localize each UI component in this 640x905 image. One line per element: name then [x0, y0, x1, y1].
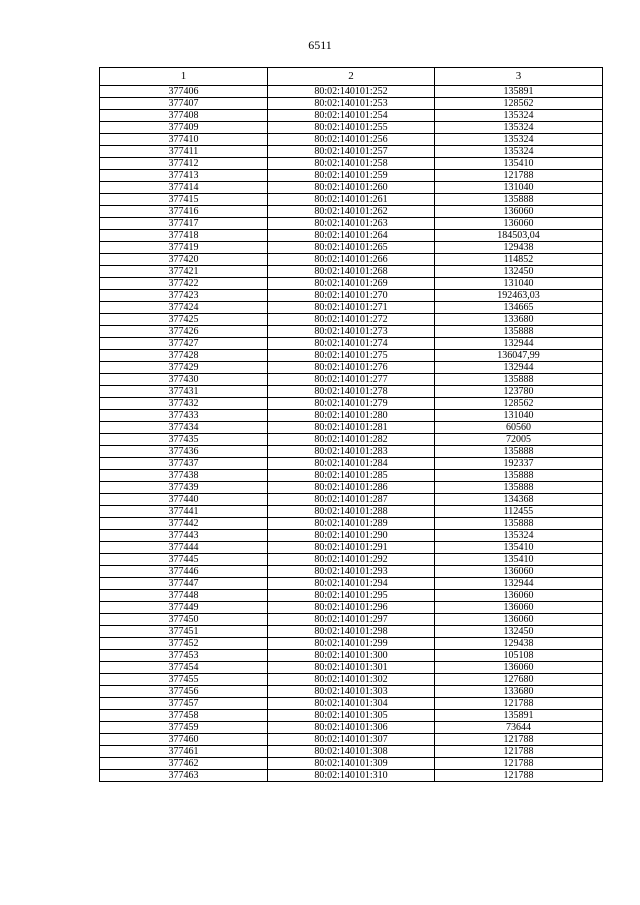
table-row [100, 86, 603, 98]
row-number-cell: 377450 [100, 614, 268, 626]
row-number-cell: 377420 [100, 254, 268, 266]
value-cell: 135324 [435, 134, 603, 146]
page-number: 6511 [308, 38, 332, 52]
value-cell: 135888 [435, 470, 603, 482]
value-cell: 132450 [435, 266, 603, 278]
value-cell: 121788 [435, 734, 603, 746]
row-number-cell: 377444 [100, 542, 268, 554]
value-cell: 131040 [435, 278, 603, 290]
table-row [100, 758, 603, 770]
value-cell: 121788 [435, 758, 603, 770]
row-number-cell: 377435 [100, 434, 268, 446]
row-number-cell: 377462 [100, 758, 268, 770]
table-row [100, 314, 603, 326]
row-number-cell: 377454 [100, 662, 268, 674]
table-row [100, 686, 603, 698]
value-cell: 121788 [435, 170, 603, 182]
row-number-cell: 377415 [100, 194, 268, 206]
row-number-cell: 377461 [100, 746, 268, 758]
cadastral-number-cell: 80:02:140101:292 [268, 554, 435, 566]
row-number-cell: 377459 [100, 722, 268, 734]
value-cell: 135410 [435, 554, 603, 566]
table-row [100, 278, 603, 290]
table-row [100, 410, 603, 422]
cadastral-number-cell: 80:02:140101:308 [268, 746, 435, 758]
cadastral-number-cell: 80:02:140101:260 [268, 182, 435, 194]
row-number-cell: 377427 [100, 338, 268, 350]
table-row [100, 722, 603, 734]
table-row [100, 110, 603, 122]
value-cell: 129438 [435, 638, 603, 650]
value-cell: 136060 [435, 206, 603, 218]
table-row [100, 518, 603, 530]
cadastral-number-cell: 80:02:140101:274 [268, 338, 435, 350]
cadastral-number-cell: 80:02:140101:295 [268, 590, 435, 602]
value-cell: 184503,04 [435, 230, 603, 242]
row-number-cell: 377412 [100, 158, 268, 170]
cadastral-number-cell: 80:02:140101:275 [268, 350, 435, 362]
table-row [100, 422, 603, 434]
table-row [100, 362, 603, 374]
value-cell: 136060 [435, 602, 603, 614]
value-cell: 128562 [435, 98, 603, 110]
value-cell: 72005 [435, 434, 603, 446]
value-cell: 60560 [435, 422, 603, 434]
value-cell: 128562 [435, 398, 603, 410]
table-header [100, 68, 603, 86]
table-row [100, 554, 603, 566]
row-number-cell: 377438 [100, 470, 268, 482]
table-row [100, 230, 603, 242]
table-row [100, 734, 603, 746]
row-number-cell: 377445 [100, 554, 268, 566]
table-row [100, 290, 603, 302]
table-row [100, 446, 603, 458]
row-number-cell: 377434 [100, 422, 268, 434]
table-row [100, 146, 603, 158]
cadastral-number-cell: 80:02:140101:280 [268, 410, 435, 422]
row-number-cell: 377425 [100, 314, 268, 326]
table-row [100, 710, 603, 722]
row-number-cell: 377409 [100, 122, 268, 134]
table-row [100, 242, 603, 254]
table-header-row [100, 68, 603, 86]
cadastral-number-cell: 80:02:140101:279 [268, 398, 435, 410]
cadastral-number-cell: 80:02:140101:253 [268, 98, 435, 110]
value-cell: 192463,03 [435, 290, 603, 302]
table-row [100, 650, 603, 662]
cadastral-number-cell: 80:02:140101:273 [268, 326, 435, 338]
row-number-cell: 377432 [100, 398, 268, 410]
value-cell: 135891 [435, 710, 603, 722]
cadastral-number-cell: 80:02:140101:291 [268, 542, 435, 554]
row-number-cell: 377446 [100, 566, 268, 578]
table-row [100, 266, 603, 278]
table-row [100, 470, 603, 482]
value-cell: 135410 [435, 158, 603, 170]
row-number-cell: 377441 [100, 506, 268, 518]
row-number-cell: 377423 [100, 290, 268, 302]
table-row [100, 254, 603, 266]
row-number-cell: 377437 [100, 458, 268, 470]
cadastral-number-cell: 80:02:140101:277 [268, 374, 435, 386]
row-number-cell: 377407 [100, 98, 268, 110]
cadastral-number-cell: 80:02:140101:310 [268, 770, 435, 782]
value-cell: 132944 [435, 338, 603, 350]
row-number-cell: 377442 [100, 518, 268, 530]
cadastral-number-cell: 80:02:140101:257 [268, 146, 435, 158]
value-cell: 135324 [435, 146, 603, 158]
table-row [100, 662, 603, 674]
table-row [100, 326, 603, 338]
value-cell: 134665 [435, 302, 603, 314]
value-cell: 135888 [435, 446, 603, 458]
row-number-cell: 377436 [100, 446, 268, 458]
value-cell: 136060 [435, 218, 603, 230]
cadastral-number-cell: 80:02:140101:261 [268, 194, 435, 206]
value-cell: 135888 [435, 518, 603, 530]
cadastral-number-cell: 80:02:140101:258 [268, 158, 435, 170]
value-cell: 135324 [435, 530, 603, 542]
value-cell: 134368 [435, 494, 603, 506]
cadastral-number-cell: 80:02:140101:306 [268, 722, 435, 734]
value-cell: 136060 [435, 566, 603, 578]
table-row [100, 170, 603, 182]
cadastral-number-cell: 80:02:140101:299 [268, 638, 435, 650]
table-row [100, 770, 603, 782]
cadastral-number-cell: 80:02:140101:264 [268, 230, 435, 242]
cadastral-number-cell: 80:02:140101:252 [268, 86, 435, 98]
row-number-cell: 377426 [100, 326, 268, 338]
value-cell: 132450 [435, 626, 603, 638]
value-cell: 123780 [435, 386, 603, 398]
cadastral-number-cell: 80:02:140101:298 [268, 626, 435, 638]
table-row [100, 374, 603, 386]
cadastral-number-cell: 80:02:140101:294 [268, 578, 435, 590]
column-header-2: 2 [268, 68, 435, 86]
cadastral-number-cell: 80:02:140101:272 [268, 314, 435, 326]
table-row [100, 602, 603, 614]
row-number-cell: 377443 [100, 530, 268, 542]
table-row [100, 398, 603, 410]
cadastral-number-cell: 80:02:140101:297 [268, 614, 435, 626]
row-number-cell: 377422 [100, 278, 268, 290]
table-row [100, 494, 603, 506]
cadastral-number-cell: 80:02:140101:284 [268, 458, 435, 470]
cadastral-number-cell: 80:02:140101:269 [268, 278, 435, 290]
table-row [100, 206, 603, 218]
row-number-cell: 377451 [100, 626, 268, 638]
table-row [100, 386, 603, 398]
column-header-3: 3 [435, 68, 603, 86]
table-row [100, 638, 603, 650]
table-row [100, 698, 603, 710]
table-row [100, 674, 603, 686]
cadastral-number-cell: 80:02:140101:304 [268, 698, 435, 710]
table-row [100, 338, 603, 350]
cadastral-number-cell: 80:02:140101:303 [268, 686, 435, 698]
cadastral-number-cell: 80:02:140101:309 [268, 758, 435, 770]
row-number-cell: 377416 [100, 206, 268, 218]
cadastral-number-cell: 80:02:140101:268 [268, 266, 435, 278]
value-cell: 121788 [435, 698, 603, 710]
table-body [100, 86, 603, 782]
row-number-cell: 377431 [100, 386, 268, 398]
row-number-cell: 377418 [100, 230, 268, 242]
cadastral-number-cell: 80:02:140101:288 [268, 506, 435, 518]
table-row [100, 302, 603, 314]
cadastral-number-cell: 80:02:140101:271 [268, 302, 435, 314]
table-row [100, 218, 603, 230]
row-number-cell: 377463 [100, 770, 268, 782]
row-number-cell: 377455 [100, 674, 268, 686]
cadastral-number-cell: 80:02:140101:283 [268, 446, 435, 458]
value-cell: 136047,99 [435, 350, 603, 362]
cadastral-number-cell: 80:02:140101:270 [268, 290, 435, 302]
value-cell: 112455 [435, 506, 603, 518]
table-row [100, 182, 603, 194]
table-row [100, 158, 603, 170]
cadastral-number-cell: 80:02:140101:296 [268, 602, 435, 614]
table-row [100, 590, 603, 602]
row-number-cell: 377453 [100, 650, 268, 662]
cadastral-number-cell: 80:02:140101:278 [268, 386, 435, 398]
row-number-cell: 377424 [100, 302, 268, 314]
value-cell: 132944 [435, 362, 603, 374]
row-number-cell: 377430 [100, 374, 268, 386]
table-row [100, 98, 603, 110]
value-cell: 105108 [435, 650, 603, 662]
row-number-cell: 377460 [100, 734, 268, 746]
value-cell: 127680 [435, 674, 603, 686]
row-number-cell: 377429 [100, 362, 268, 374]
cadastral-number-cell: 80:02:140101:263 [268, 218, 435, 230]
cadastral-number-cell: 80:02:140101:289 [268, 518, 435, 530]
cadastral-number-cell: 80:02:140101:293 [268, 566, 435, 578]
value-cell: 136060 [435, 614, 603, 626]
row-number-cell: 377417 [100, 218, 268, 230]
row-number-cell: 377452 [100, 638, 268, 650]
value-cell: 135324 [435, 110, 603, 122]
table-row [100, 578, 603, 590]
table-row [100, 530, 603, 542]
table-row [100, 614, 603, 626]
row-number-cell: 377419 [100, 242, 268, 254]
cadastral-number-cell: 80:02:140101:300 [268, 650, 435, 662]
table-row [100, 506, 603, 518]
cadastral-number-cell: 80:02:140101:266 [268, 254, 435, 266]
value-cell: 121788 [435, 746, 603, 758]
row-number-cell: 377447 [100, 578, 268, 590]
value-cell: 135888 [435, 374, 603, 386]
cadastral-number-cell: 80:02:140101:262 [268, 206, 435, 218]
table-row [100, 434, 603, 446]
table-row [100, 134, 603, 146]
row-number-cell: 377449 [100, 602, 268, 614]
value-cell: 135888 [435, 326, 603, 338]
row-number-cell: 377440 [100, 494, 268, 506]
table-row [100, 122, 603, 134]
value-cell: 114852 [435, 254, 603, 266]
value-cell: 135324 [435, 122, 603, 134]
table-row [100, 482, 603, 494]
row-number-cell: 377408 [100, 110, 268, 122]
row-number-cell: 377411 [100, 146, 268, 158]
cadastral-number-cell: 80:02:140101:281 [268, 422, 435, 434]
table-row [100, 458, 603, 470]
cadastral-number-cell: 80:02:140101:265 [268, 242, 435, 254]
row-number-cell: 377457 [100, 698, 268, 710]
value-cell: 135410 [435, 542, 603, 554]
row-number-cell: 377458 [100, 710, 268, 722]
value-cell: 121788 [435, 770, 603, 782]
data-table [99, 67, 603, 782]
table-row [100, 194, 603, 206]
row-number-cell: 377433 [100, 410, 268, 422]
value-cell: 192337 [435, 458, 603, 470]
row-number-cell: 377410 [100, 134, 268, 146]
row-number-cell: 377428 [100, 350, 268, 362]
value-cell: 132944 [435, 578, 603, 590]
table-row [100, 566, 603, 578]
cadastral-number-cell: 80:02:140101:259 [268, 170, 435, 182]
value-cell: 131040 [435, 182, 603, 194]
cadastral-number-cell: 80:02:140101:276 [268, 362, 435, 374]
value-cell: 135888 [435, 482, 603, 494]
row-number-cell: 377406 [100, 86, 268, 98]
row-number-cell: 377439 [100, 482, 268, 494]
cadastral-number-cell: 80:02:140101:301 [268, 662, 435, 674]
cadastral-number-cell: 80:02:140101:307 [268, 734, 435, 746]
value-cell: 73644 [435, 722, 603, 734]
table-row [100, 626, 603, 638]
cadastral-number-cell: 80:02:140101:256 [268, 134, 435, 146]
value-cell: 136060 [435, 662, 603, 674]
cadastral-number-cell: 80:02:140101:302 [268, 674, 435, 686]
table-row [100, 746, 603, 758]
row-number-cell: 377421 [100, 266, 268, 278]
cadastral-number-cell: 80:02:140101:285 [268, 470, 435, 482]
value-cell: 133680 [435, 686, 603, 698]
cadastral-number-cell: 80:02:140101:305 [268, 710, 435, 722]
value-cell: 131040 [435, 410, 603, 422]
cadastral-number-cell: 80:02:140101:290 [268, 530, 435, 542]
table-row [100, 542, 603, 554]
cadastral-number-cell: 80:02:140101:255 [268, 122, 435, 134]
cadastral-number-cell: 80:02:140101:282 [268, 434, 435, 446]
row-number-cell: 377448 [100, 590, 268, 602]
column-header-1: 1 [100, 68, 268, 86]
value-cell: 135888 [435, 194, 603, 206]
cadastral-number-cell: 80:02:140101:254 [268, 110, 435, 122]
table-row [100, 350, 603, 362]
row-number-cell: 377413 [100, 170, 268, 182]
value-cell: 136060 [435, 590, 603, 602]
cadastral-number-cell: 80:02:140101:287 [268, 494, 435, 506]
row-number-cell: 377456 [100, 686, 268, 698]
row-number-cell: 377414 [100, 182, 268, 194]
value-cell: 133680 [435, 314, 603, 326]
value-cell: 129438 [435, 242, 603, 254]
value-cell: 135891 [435, 86, 603, 98]
cadastral-number-cell: 80:02:140101:286 [268, 482, 435, 494]
